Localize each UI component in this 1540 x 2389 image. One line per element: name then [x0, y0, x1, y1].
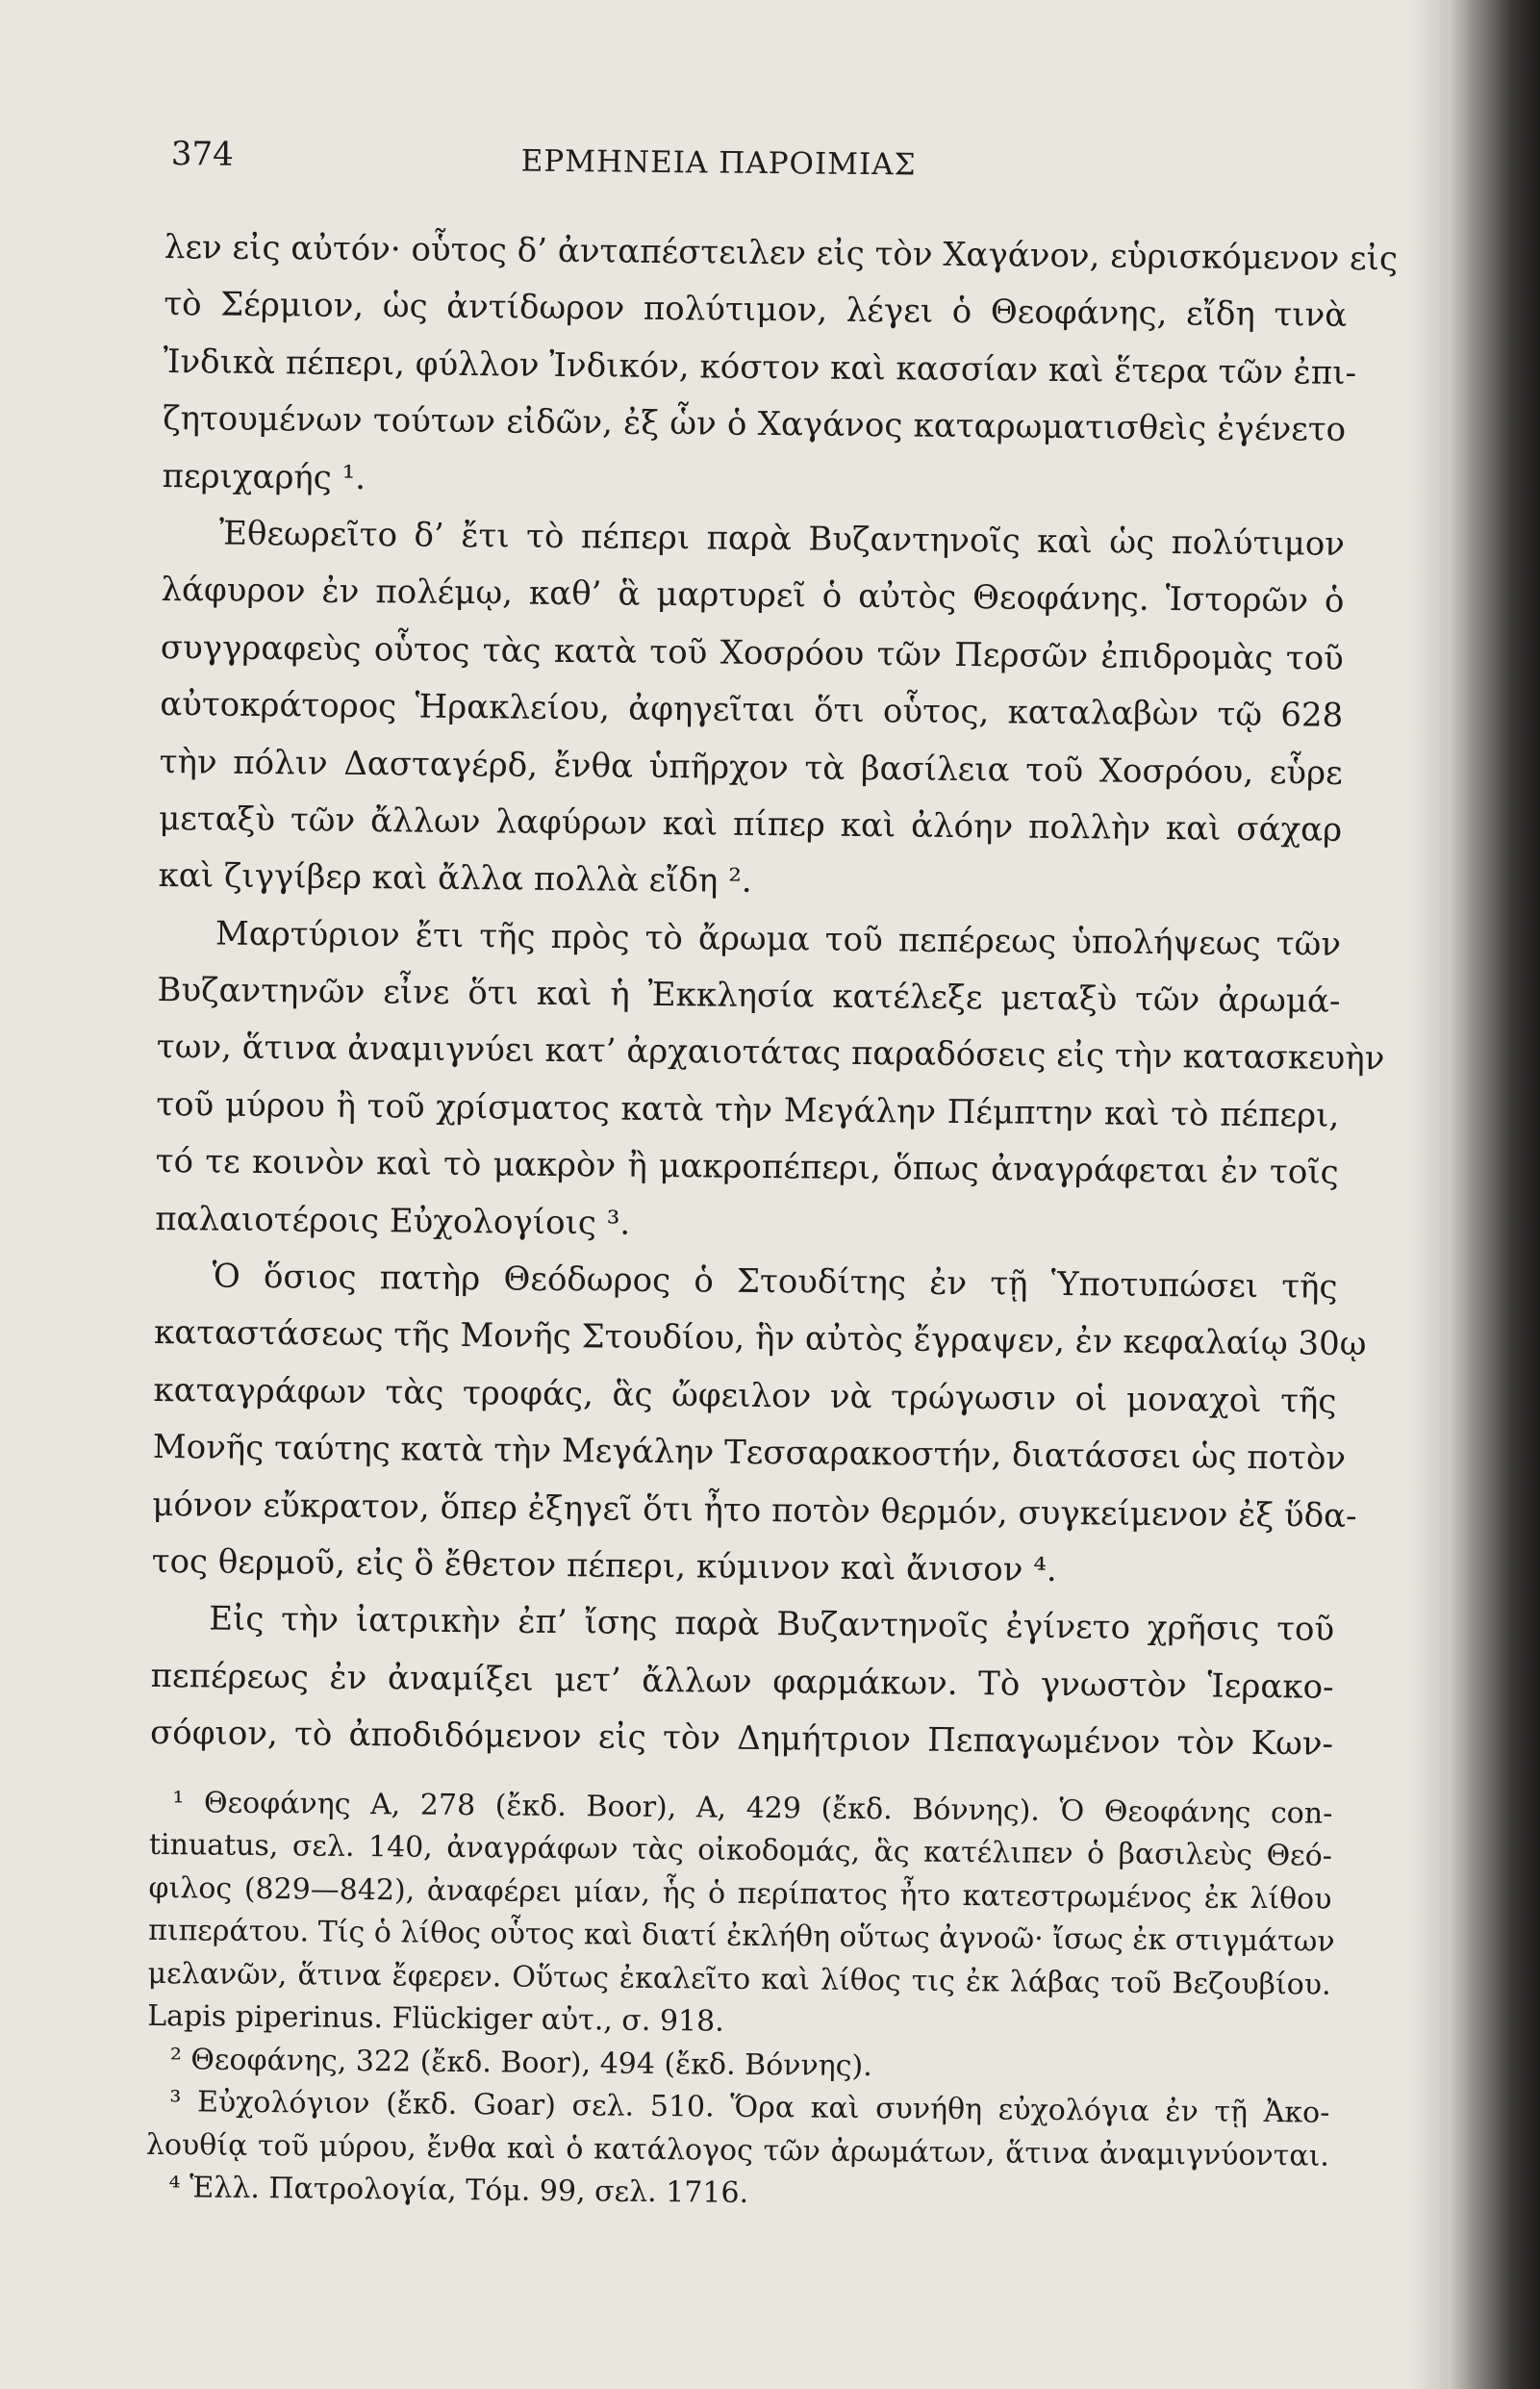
text-line: παλαιοτέροις Εὐχολογίοις ³.	[154, 1199, 631, 1243]
text-line: τος θερμοῦ, εἰς ὃ ἔθετον πέπερι, κύμινον καὶ ἄνισον ⁴.	[151, 1541, 1057, 1589]
footnote-line: ² Θεοφάνης, 322 (ἔκδ. Boor), 494 (ἔκδ. Βόννης).	[169, 2042, 872, 2083]
text-line: μεταξὺ τῶν ἄλλων λαφύρων καὶ πίπερ καὶ ἀλόην πολλὴν καὶ σάχαρ	[158, 799, 1343, 850]
footnotes	[145, 1781, 1335, 2221]
text-line: Ἰνδικὰ πέπερι, φύλλον Ἰνδικόν, κόστον καὶ κασσίαν καὶ ἕτερα τῶν ἐπι-	[163, 342, 1357, 393]
text-line: Εἰς τὴν ἰατρικὴν ἐπ’ ἴσης παρὰ Βυζαντηνοῖς ἐγίνετο χρῆσις τοῦ	[208, 1599, 1335, 1650]
text-line: περιχαρής ¹.	[162, 456, 366, 497]
footnote-line: λουθίᾳ τοῦ μύρου, ἔνθα καὶ ὁ κατάλογος τῶν ἀρωμάτων, ἅτινα ἀναμιγνύονται.	[145, 2127, 1330, 2173]
text-line: καταγράφων τὰς τροφάς, ἃς ὤφειλον νὰ τρώγωσιν οἱ μοναχοὶ τῆς	[153, 1370, 1337, 1421]
text-line: τὸ Σέρμιον, ὡς ἀντίδωρον πολύτιμον, λέγει ὁ Θεοφάνης, εἴδη τινὰ	[164, 285, 1348, 336]
footnote-line: ⁴ Ἑλλ. Πατρολογία, Τόμ. 99, σελ. 1716.	[168, 2171, 749, 2210]
footnote-line: πιπεράτου. Τίς ὁ λίθος οὗτος καὶ διατί ἐκλήθη οὕτως ἀγνοῶ· ἴσως ἐκ στιγμάτων	[147, 1913, 1335, 1959]
footnote-line: μελανῶν, ἅτινα ἔφερεν. Οὕτως ἐκαλεῖτο καὶ λίθος τις ἐκ λάβας τοῦ Βεζουβίου.	[147, 1956, 1331, 2002]
text-line: τὴν πόλιν Δασταγέρδ, ἔνθα ὑπῆρχον τὰ βασίλεια τοῦ Χοσρόου, εὗρε	[159, 742, 1343, 793]
text-line: των, ἅτινα ἀναμιγνύει κατ’ ἀρχαιοτάτας παραδόσεις εἰς τὴν κατασκευὴν	[156, 1028, 1385, 1079]
footnote-line: φιλος (829—842), ἀναφέρει μίαν, ἧς ὁ περίπατος ἦτο κατεστρωμένος ἐκ λίθου	[148, 1870, 1332, 1917]
page-shadow	[1410, 0, 1449, 2389]
book-spine-shadow	[1449, 0, 1540, 2389]
footnote-line: tinuatus, σελ. 140, ἀναγράφων τὰς οἰκοδομάς, ἃς κατέλιπεν ὁ βασιλεὺς Θεό-	[148, 1827, 1333, 1873]
running-title: ΕΡΜΗΝΕΙΑ ΠΑΡΟΙΜΙΑΣ	[520, 143, 917, 183]
text-line: καταστάσεως τῆς Μονῆς Στουδίου, ἣν αὐτὸς ἔγραψεν, ἐν κεφαλαίῳ 30ῳ	[153, 1313, 1367, 1364]
text-line: αὐτοκράτορος Ἡρακλείου, ἀφηγεῖται ὅτι οὗτος, καταλαβὼν τῷ 628	[160, 685, 1344, 735]
text-line: Μαρτύριον ἔτι τῆς πρὸς τὸ ἄρωμα τοῦ πεπέρεως ὑπολήψεως τῶν	[215, 914, 1342, 964]
text-line: Μονῆς ταύτης κατὰ τὴν Μεγάλην Τεσσαρακοστήν, διατάσσει ὡς ποτὸν	[152, 1428, 1347, 1479]
text-line: ζητουμένων τούτων εἰδῶν, ἐξ ὧν ὁ Χαγάνος καταρωματισθεὶς ἐγένετο	[162, 399, 1347, 449]
footnote-line: ³ Εὐχολόγιον (ἔκδ. Goar) σελ. 510. Ὅρα καὶ συνήθη εὐχολόγια ἐν τῇ Ἀκο-	[169, 2085, 1330, 2130]
text-line: μόνον εὔκρατον, ὅπερ ἐξηγεῖ ὅτι ἦτο ποτὸν θερμόν, συγκείμενον ἐξ ὕδα-	[152, 1485, 1357, 1536]
text-line: λεν εἰς αὐτόν· οὗτος δ’ ἀνταπέστειλεν εἰς τὸν Χαγάνον, εὑρισκόμενον εἰς	[164, 227, 1399, 279]
text-line: Ἐθεωρεῖτο δ’ ἔτι τὸ πέπερι παρὰ Βυζαντηνοῖς καὶ ὡς πολύτιμον	[218, 514, 1346, 564]
page-header	[164, 135, 1349, 204]
text-line: τοῦ μύρου ἢ τοῦ χρίσματος κατὰ τὴν Μεγάλην Πέμπτην καὶ τὸ πέπερι,	[156, 1084, 1340, 1135]
text-line: Βυζαντηνῶν εἶνε ὅτι καὶ ἡ Ἐκκλησία κατέλεξε μεταξὺ τῶν ἀρωμά-	[157, 971, 1341, 1021]
text-line: λάφυρον ἐν πολέμῳ, καθ’ ἃ μαρτυρεῖ ὁ αὐτὸς Θεοφάνης. Ἱστορῶν ὁ	[161, 571, 1345, 622]
footnote-line: ¹ Θεοφάνης Α, 278 (ἔκδ. Boor), Α, 429 (ἔκδ. Βόννης). Ὁ Θεοφάνης con-	[172, 1785, 1333, 1831]
book-page	[145, 135, 1399, 2221]
page-number: 374	[170, 135, 234, 174]
footnote-line: Lapis piperinus. Flückiger αὐτ., σ. 918.	[147, 1998, 724, 2039]
text-line: τό τε κοινὸν καὶ τὸ μακρὸν ἢ μακροπέπερι, ὅπως ἀναγράφεται ἐν τοῖς	[155, 1142, 1339, 1193]
main-text	[149, 219, 1399, 1773]
text-line: καὶ ζιγγίβερ καὶ ἄλλα πολλὰ εἴδη ².	[158, 856, 752, 902]
text-line: πεπέρεως ἐν ἀναμίξει μετ’ ἄλλων φαρμάκων. Τὸ γνωστὸν Ἱερακο-	[150, 1656, 1334, 1707]
text-line: Ὁ ὅσιος πατὴρ Θεόδωρος ὁ Στουδίτης ἐν τῇ Ὑποτυπώσει τῆς	[212, 1257, 1338, 1307]
text-line: συγγραφεὺς οὗτος τὰς κατὰ τοῦ Χοσρόου τῶν Περσῶν ἐπιδρομὰς τοῦ	[160, 627, 1345, 678]
text-line: σόφιον, τὸ ἀποδιδόμενον εἰς τὸν Δημήτριον Πεπαγωμένον τὸν Κων-	[149, 1714, 1334, 1764]
